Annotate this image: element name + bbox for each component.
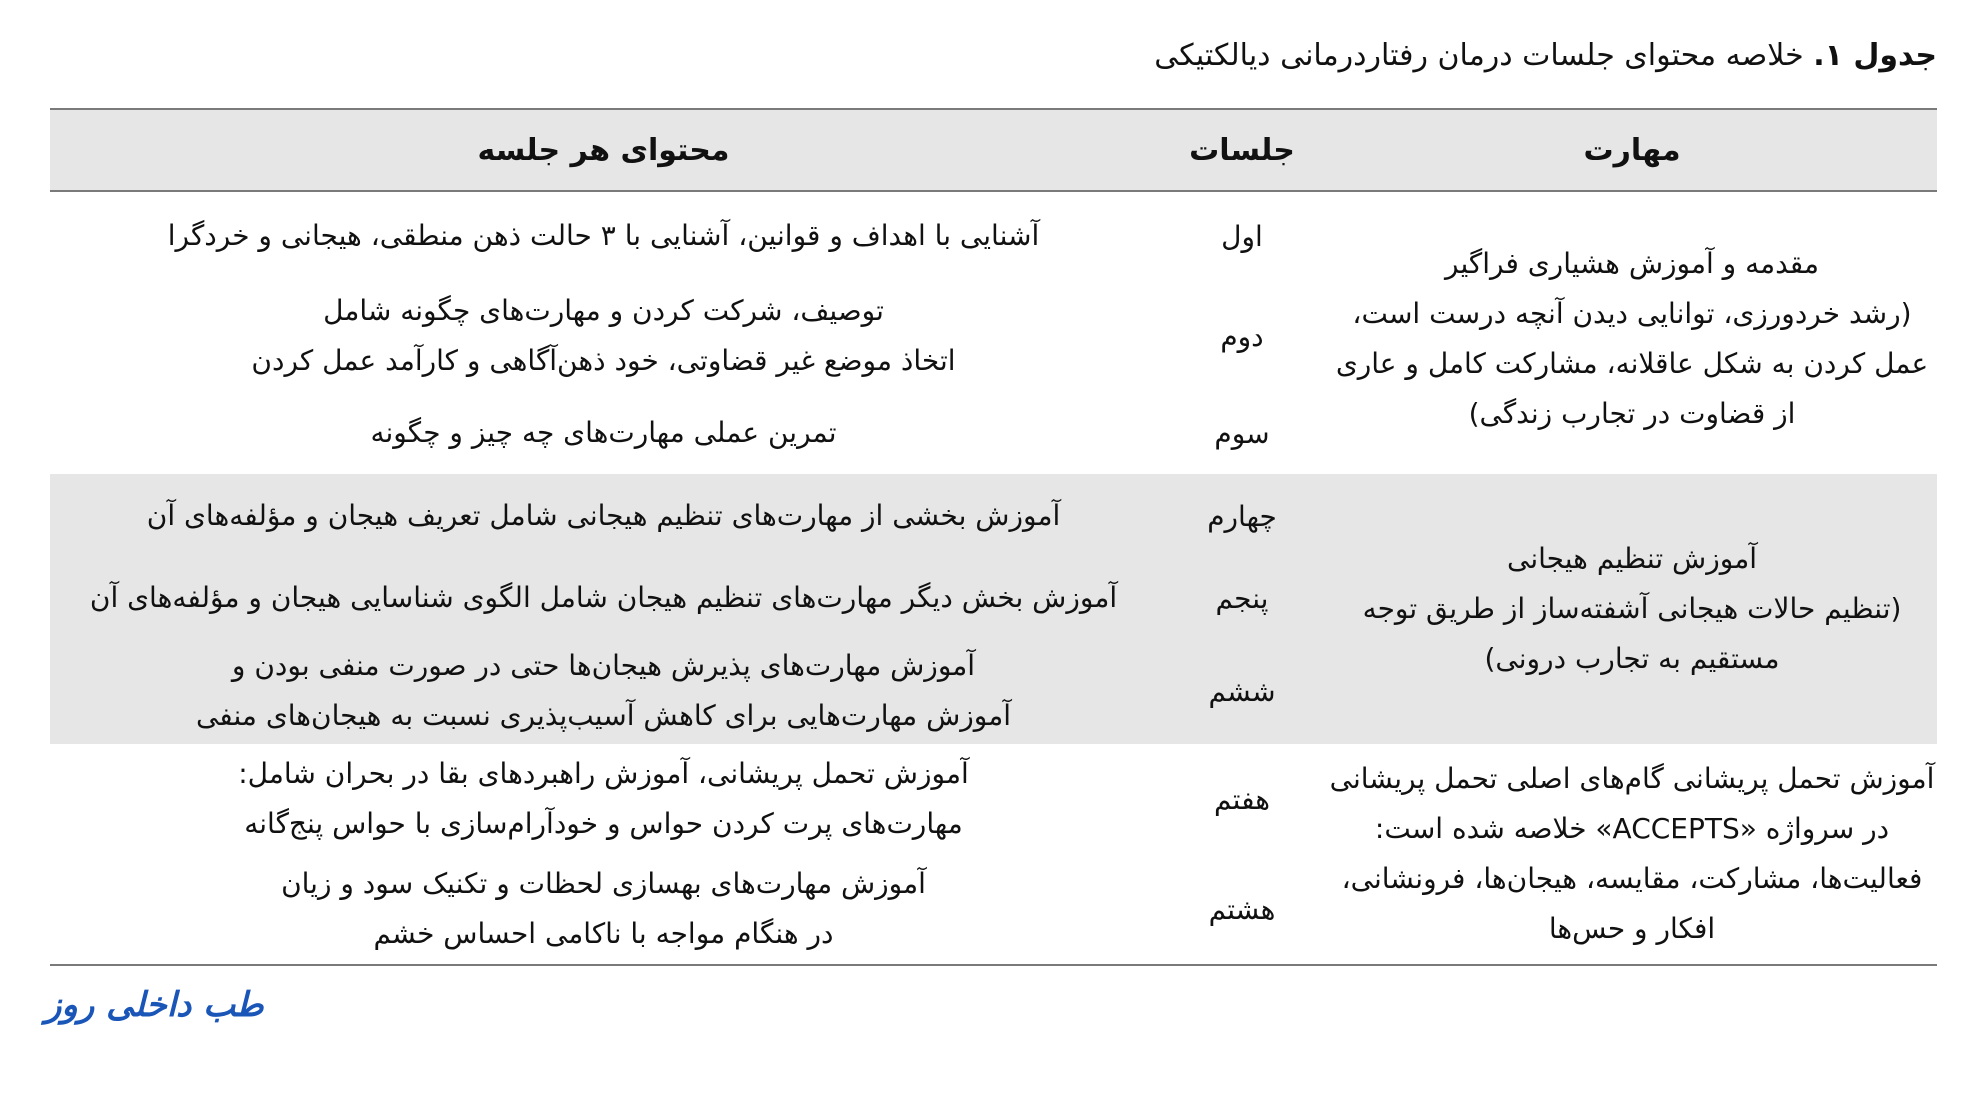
session-content: [50, 859, 1157, 959]
table-group-distress-tolerance: [50, 744, 1937, 966]
skill-cell: [1327, 192, 1937, 474]
session-content: [50, 491, 1157, 541]
skill-line: از قضاوت در تجارب زندگی): [1468, 397, 1796, 430]
table-row: [50, 744, 1327, 854]
table-row: [50, 558, 1327, 638]
content-line: مهارت‌های پرت کردن حواس و خودآرام‌سازی با حواس پنج‌گانه: [244, 807, 963, 840]
skill-line: آموزش تنظیم هیجانی: [1507, 542, 1757, 575]
header-sessions: جلسات: [1189, 132, 1295, 168]
skill-line: افکار و حس‌ها: [1548, 912, 1716, 945]
table-row: [50, 192, 1327, 280]
skill-cell: [1327, 474, 1937, 744]
caption-lead: جدول ۱.: [1813, 38, 1937, 73]
sessions-cell: [50, 474, 1327, 744]
session-name: هشتم: [1208, 892, 1276, 926]
session-content: [50, 573, 1157, 623]
session-name: اول: [1221, 219, 1263, 253]
content-line: آشنایی با اهداف و قوانین، آشنایی با ۳ حالت ذهن منطقی، هیجانی و خردگرا: [167, 219, 1040, 252]
skill-line: (تنظیم حالات هیجانی آشفته‌ساز از طریق توجه: [1362, 592, 1902, 625]
session-name: هفتم: [1213, 782, 1270, 816]
sessions-table: [50, 108, 1937, 966]
table-header: [50, 110, 1937, 192]
sessions-cell: [50, 192, 1327, 474]
skill-line: در سرواژه «ACCEPTS» خلاصه شده است:: [1374, 812, 1890, 845]
skill-line: مستقیم به تجارب درونی): [1484, 642, 1780, 675]
session-content: [50, 641, 1157, 741]
skill-cell: [1327, 744, 1937, 964]
content-line: آموزش بخش دیگر مهارت‌های تنظیم هیجان شامل الگوی شناسایی هیجان و مؤلفه‌های آن: [89, 581, 1118, 614]
skill-line: آموزش تحمل پریشانی گام‌های اصلی تحمل پریشانی: [1329, 762, 1935, 795]
header-skill: مهارت: [1583, 132, 1681, 168]
caption-text: خلاصه محتوای جلسات درمان رفتاردرمانی دیالکتیکی: [1154, 38, 1804, 73]
session-content: [50, 211, 1157, 261]
table-row: [50, 280, 1327, 392]
session-content: [50, 408, 1157, 458]
table-caption: [1154, 34, 1937, 78]
table-row: [50, 392, 1327, 474]
session-content: [50, 286, 1157, 386]
content-line: توصیف، شرکت کردن و مهارت‌های چگونه شامل: [323, 294, 884, 327]
content-line: آموزش مهارت‌های پذیرش هیجان‌ها حتی در صورت منفی بودن و: [231, 649, 976, 682]
session-name: ششم: [1208, 674, 1276, 708]
skill-line: (رشد خردورزی، توانایی دیدن آنچه درست است،: [1352, 297, 1912, 330]
content-line: آموزش مهارت‌های بهسازی لحظات و تکنیک سود و زیان: [281, 867, 926, 900]
session-name: چهارم: [1207, 499, 1277, 533]
table-group-mindfulness: [50, 192, 1937, 474]
content-line: آموزش بخشی از مهارت‌های تنظیم هیجانی شامل تعریف هیجان و مؤلفه‌های آن: [146, 499, 1061, 532]
session-name: سوم: [1214, 416, 1270, 450]
skill-line: عمل کردن به شکل عاقلانه، مشارکت کامل و عاری: [1335, 347, 1929, 380]
skill-line: مقدمه و آموزش هشیاری فراگیر: [1445, 247, 1819, 280]
session-content: [50, 749, 1157, 849]
table-row: [50, 638, 1327, 744]
table-group-emotion-regulation: [50, 474, 1937, 744]
publisher-logo: طب داخلی روز: [45, 985, 264, 1025]
content-line: اتخاذ موضع غیر قضاوتی، خود ذهن‌آگاهی و کارآمد عمل کردن: [251, 344, 956, 377]
content-line: تمرین عملی مهارت‌های چه چیز و چگونه: [370, 416, 837, 449]
session-name: پنجم: [1215, 581, 1269, 615]
content-line: آموزش مهارت‌هایی برای کاهش آسیب‌پذیری نسبت به هیجان‌های منفی: [195, 699, 1012, 732]
content-line: آموزش تحمل پریشانی، آموزش راهبردهای بقا در بحران شامل:: [238, 757, 969, 790]
table-row: [50, 474, 1327, 558]
skill-line: فعالیت‌ها، مشارکت، مقایسه، هیجان‌ها، فرونشانی،: [1341, 862, 1923, 895]
header-content: محتوای هر جلسه: [477, 132, 730, 168]
session-name: دوم: [1220, 319, 1264, 353]
sessions-cell: [50, 744, 1327, 964]
content-line: در هنگام مواجه با ناکامی احساس خشم: [373, 917, 834, 950]
table-row: [50, 854, 1327, 964]
